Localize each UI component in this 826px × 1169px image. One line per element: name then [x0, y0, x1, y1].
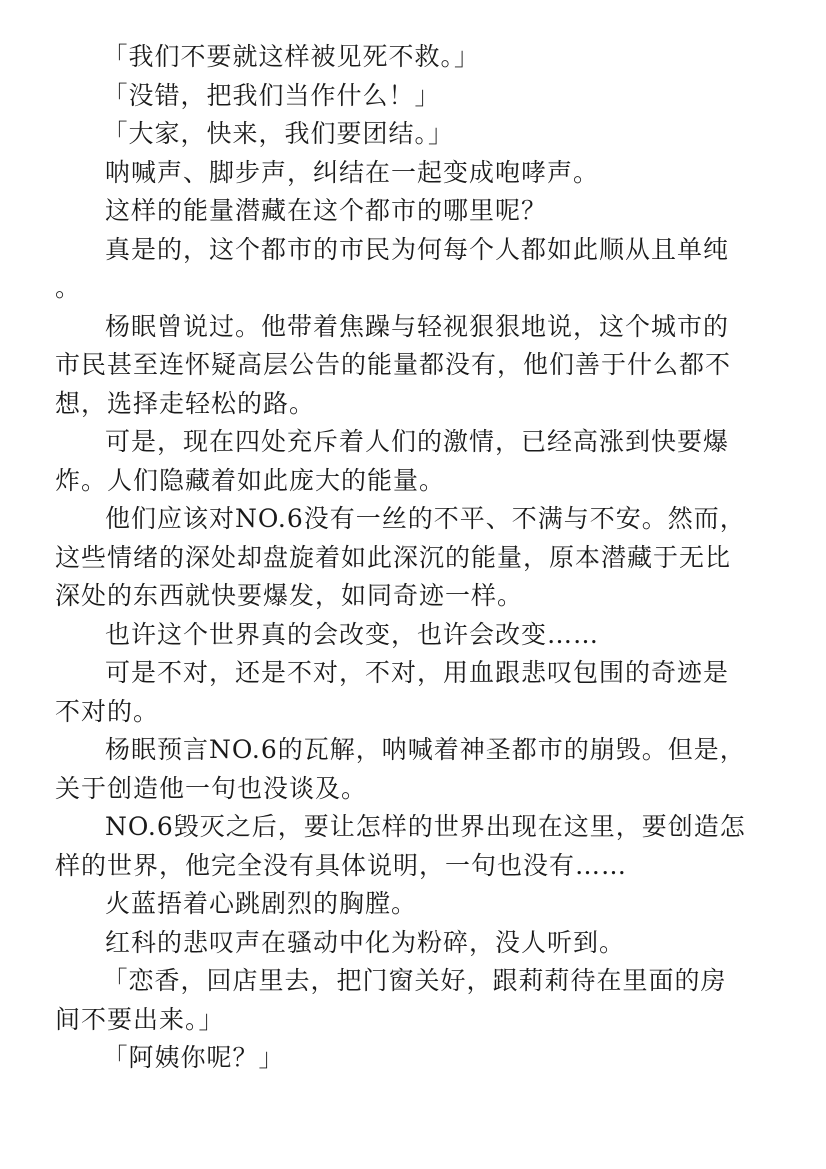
- paragraph-12: 杨眠预言NO.6的瓦解，呐喊着神圣都市的崩毁。但是，关于创造他一句也没谈及。: [55, 735, 746, 803]
- paragraph-1: 「我们不要就这样被见死不救。」: [102, 42, 481, 71]
- paragraph-13: NO.6毁灭之后，要让怎样的世界出现在这里，要创造怎样的世界，他完全没有具体说明，一句也没有……: [55, 812, 746, 880]
- paragraph-9: 他们应该对NO.6没有一丝的不平、不满与不安。然而，这些情绪的深处却盘旋着如此深沉的能量，原本潜藏于无比深处的东西就快要爆发，如同奇迹一样。: [55, 504, 746, 610]
- document-page: [55, 38, 751, 1078]
- paragraph-11: 可是不对，还是不对，不对，用血跟悲叹包围的奇迹是不对的。: [55, 658, 730, 726]
- paragraph-15: 红科的悲叹声在骚动中化为粉碎，没人听到。: [105, 927, 626, 957]
- paragraph-2: 「没错，把我们当作什么！」: [102, 80, 441, 110]
- paragraph-8: 可是，现在四处充斥着人们的激情，已经高涨到快要爆炸。人们隐藏着如此庞大的能量。: [55, 427, 730, 495]
- paragraph-7: 杨眠曾说过。他带着焦躁与轻视狠狠地说，这个城市的市民甚至连怀疑高层公告的能量都没有，他们善于什么都不想，选择走轻松的路。: [55, 311, 732, 418]
- paragraph-4: 呐喊声、脚步声，纠结在一起变成咆哮声。: [105, 157, 600, 187]
- paragraph-6: 真是的，这个都市的市民为何每个人都如此顺从且单纯。: [55, 234, 730, 302]
- paragraph-14: 火蓝捂着心跳剧烈的胸膛。: [105, 889, 418, 918]
- paragraph-10: 也许这个世界真的会改变，也许会改变……: [105, 619, 600, 649]
- paragraph-5: 这样的能量潜藏在这个都市的哪里呢？: [105, 196, 548, 225]
- paragraph-16: 「恋香，回店里去，把门窗关好，跟莉莉待在里面的房间不要出来。」: [55, 966, 727, 1034]
- paragraph-3: 「大家，快来，我们要团结。」: [102, 119, 455, 148]
- paragraph-17: 「阿姨你呢？」: [102, 1043, 285, 1072]
